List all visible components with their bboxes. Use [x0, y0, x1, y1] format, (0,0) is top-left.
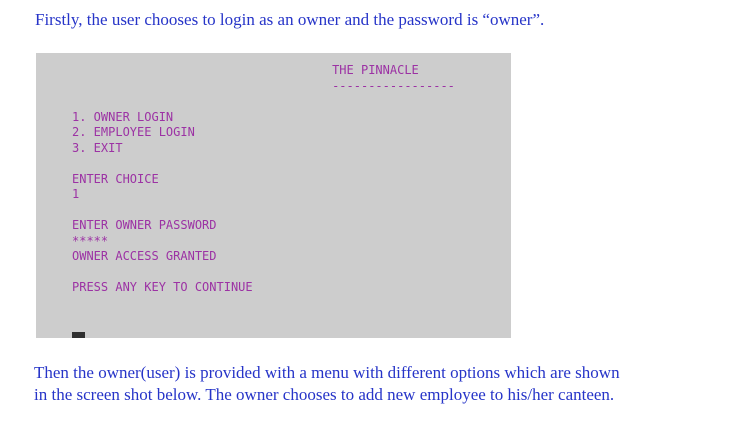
- terminal-choice-value: 1: [72, 187, 80, 201]
- terminal-access-granted-message: OWNER ACCESS GRANTED: [72, 249, 217, 263]
- terminal-title-underline: -----------------: [72, 78, 455, 93]
- terminal-password-masked: *****: [72, 233, 109, 248]
- terminal-blank-line: [72, 203, 511, 219]
- terminal-menu-item-2: 2. EMPLOYEE LOGIN: [72, 125, 195, 139]
- terminal-enter-choice-prompt: ENTER CHOICE: [72, 171, 159, 186]
- terminal-cursor: [72, 332, 85, 338]
- intro-paragraph: Firstly, the user chooses to login as an owner and the password is “owner”.: [35, 10, 545, 29]
- terminal-cursor-line: [72, 296, 511, 312]
- outro-paragraph: [34, 362, 620, 406]
- terminal-blank-line: [72, 156, 511, 172]
- terminal-blank-line: [72, 94, 511, 110]
- terminal-menu-item-1: 1. OWNER LOGIN: [72, 109, 174, 124]
- terminal-press-key-message: PRESS ANY KEY TO CONTINUE: [72, 280, 253, 294]
- terminal-blank-line: [72, 265, 511, 281]
- terminal-menu-item-3: 3. EXIT: [72, 140, 123, 155]
- outro-line-1: Then the owner(user) is provided with a menu with different options which are shown: [34, 363, 620, 382]
- terminal-password-prompt: ENTER OWNER PASSWORD: [72, 218, 217, 232]
- terminal-screenshot: [36, 53, 511, 338]
- outro-line-2: in the screen shot below. The owner chooses to add new employee to his/her canteen.: [34, 385, 615, 404]
- terminal-title-line: THE PINNACLE: [72, 63, 419, 77]
